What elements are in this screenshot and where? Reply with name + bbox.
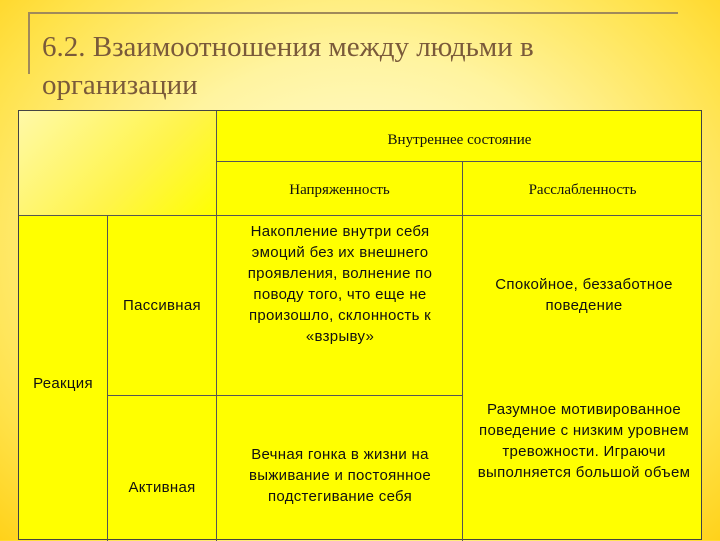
row-active-label: Активная [128,479,196,496]
row-passive-relaxed: Спокойное, беззаботное поведение [495,276,673,314]
row-passive-label: Пассивная [123,297,201,314]
header-tension: Напряженность [289,182,390,198]
row-active-relaxed: Разумное мотивированное поведение с низким уровнем тревожности. Играючи выполняется большой объем [477,401,691,481]
grid-line [107,395,463,396]
table-corner-cell [19,111,216,215]
grid-line [216,215,217,541]
relationships-table [18,110,702,540]
title-frame-top-line [28,12,678,14]
slide-title: 6.2. Взаимоотношения между людьми в организации [42,31,534,101]
grid-line [462,161,463,541]
row-passive-tension: Накопление внутри себя эмоций без их внешнего проявления, волнение по поводу того, что еще не произошло, склонность к «взрыву» [247,223,433,345]
row-group-reaction: Реакция [33,375,93,392]
row-active-tension: Вечная гонка в жизни на выживание и постоянное подстегивание себя [248,446,431,505]
grid-line [216,161,702,162]
title-frame-left-line [28,12,30,74]
header-internal-state: Внутреннее состояние [387,132,532,148]
grid-line [216,111,217,215]
header-relaxation: Расслабленность [528,182,637,198]
grid-line [19,215,702,216]
